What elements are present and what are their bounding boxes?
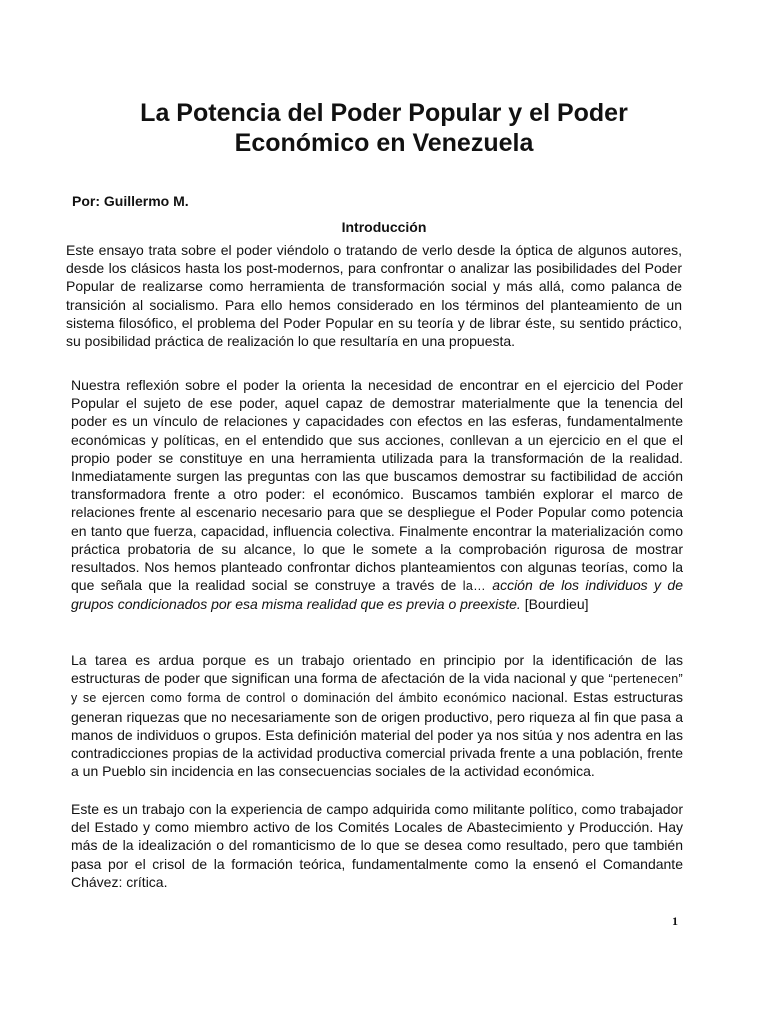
paragraph-3	[71, 651, 683, 780]
paragraph-3-end: nacional. Estas estructuras generan riquezas que no necesariamente son de origen productivo, pero riqueza al fin que pasa a manos de individuos o grupos. Esta definición material del poder ya nos sitúa y nos adentra en las contradicciones propias de la actividad productiva comercial privada frente a una población, frente a un Pueblo sin incidencia en las consecuencias sociales de la actividad económica.	[71, 689, 683, 780]
paragraph-2-ellipsis: la…	[462, 579, 486, 594]
title-line-2: Económico en Venezuela	[234, 129, 534, 157]
paragraph-4: Este es un trabajo con la experiencia de campo adquirida como militante político, como trabajador del Estado y como miembro activo de los Comités Locales de Abastecimiento y Producción. Hay más de la idealización o del romanticismo de lo que se desea como resultado, pero que también pasa por el crisol de la formación teórica, fundamentalmente como la ensenó el Comandante Chávez: crítica.	[71, 801, 683, 890]
paragraph-3-small-text: “pertenecen” y se ejercen como forma de control o dominación del ámbito económico	[71, 672, 683, 706]
paragraph-2-text: Nuestra reflexión sobre el poder la orienta la necesidad de encontrar en el ejercicio del Poder Popular el sujeto de ese poder, aquel capaz de demostrar materialmente que la tenencia del poder es un vínculo de relaciones y capacidades con efectos en las esferas, fundamentalmente económicas y políticas, en el entendido que sus acciones, conllevan a un ejercicio en el que el propio poder se constituye en una herramienta utilizada para la transformación de la realidad. Inmediatamente surgen las preguntas con las que buscamos demostrar su factibilidad de acción transformadora frente a otro poder: el económico. Buscamos también explorar el marco de relaciones frente al escenario necesario para que se despliegue el Poder Popular como potencia en tanto que fuerza, capacidad, influencia colectiva. Finalmente encontrar la materialización como práctica probatoria de su alcance, lo que le somete a la comprobación rigurosa de mostrar resultados. Nos hemos planteado confrontar dichos planteamientos con algunas teorías, como la que señala que la realidad social se construye a través de	[71, 377, 683, 594]
section-heading: Introducción	[341, 219, 427, 235]
paragraph-2-citation: [Bourdieu]	[520, 596, 589, 613]
author-line: Por: Guillermo M.	[72, 193, 189, 209]
document-title	[60, 98, 708, 158]
paragraph-3-text: La tarea es ardua porque es un trabajo orientado en principio por la identificación de las estructuras de poder que significan una forma de afectación de la vida nacional y que	[71, 652, 683, 687]
paragraph-1: Este ensayo trata sobre el poder viéndolo o tratando de verlo desde la óptica de algunos autores, desde los clásicos hasta los post-modernos, para confrontar o analizar las posibilidades del Poder Popular de realizarse como herramienta de transformación social y más allá, como palanca de transición al socialismo. Para ello hemos considerado en los términos del planteamiento de un sistema filosófico, el problema del Poder Popular en su teoría y de librar éste, su sentido práctico, su posibilidad práctica de realización lo que resultaría en una propuesta.	[66, 242, 682, 350]
page-number: 1	[672, 914, 678, 928]
paragraph-2-quote: acción de los individuos y de grupos condicionados por esa misma realidad que es previa o preexiste.	[71, 577, 684, 613]
paragraph-2	[71, 376, 683, 614]
title-line-1: La Potencia del Poder Popular y el Poder	[140, 99, 628, 127]
